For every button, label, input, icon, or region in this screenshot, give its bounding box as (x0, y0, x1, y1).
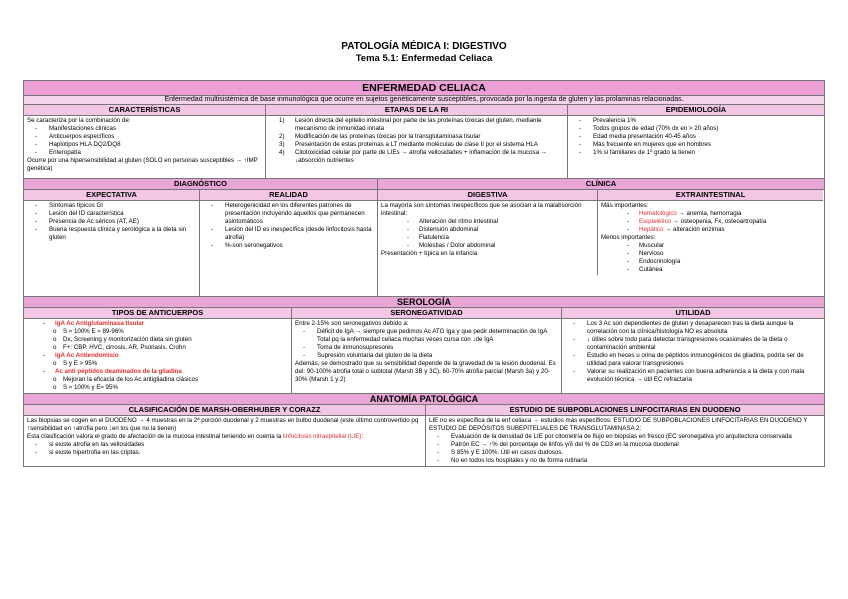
row-serologia (24, 308, 824, 394)
list-item: - Haplotipos HLA DQ2/DQ8 (27, 141, 262, 149)
list-item: - si existe hipertrofia en las criptas. (27, 449, 422, 457)
list-item: - Edad media presentación 40-45 años (571, 133, 821, 141)
row-diagnostico-clinica (24, 179, 824, 297)
serologia-header: SEROLOGÍA (24, 297, 824, 308)
list-item: - Prevalencia 1% (571, 117, 821, 125)
tipos-header: TIPOS DE ANTICUERPOS (24, 308, 291, 319)
utilidad-header: UTILIDAD (562, 308, 824, 319)
list-item: - Más frecuente en mujeres que en hombres (571, 141, 821, 149)
list-item: - Supresión voluntaria del gluten de la dieta (295, 352, 558, 360)
anatomia-header: ANATOMÍA PATOLÓGICA (24, 394, 824, 405)
list-item: - Patrón EC → ↑% del porcentaje de linfos γ/δ del % de CD3 en la mucosa duodenal (429, 441, 821, 449)
subpob-header: ESTUDIO DE SUBPOBLACIONES LINFOCITARIAS EN DUODENO (426, 405, 824, 416)
list-item: o S ≈ 100% y E≈ 95% (27, 384, 288, 392)
marsh-header: CLASIFICACIÓN DE MARSH-OBERHUBER Y CORAZZ (24, 405, 425, 416)
serologia-seronegatividad (292, 308, 562, 393)
diagnostico-header: DIAGNÓSTICO (24, 179, 377, 190)
serologia-tipos (24, 308, 292, 393)
list-item: o S y E > 95% (27, 360, 288, 368)
caracteristicas-outro: Ocurre por una hipersensibilidad al gluten (SOLO en personas susceptibles → ↑IMP genética) (27, 157, 258, 172)
list-item: o F+: CBP, HVC, cirrosis, AR, Psoriasis, Crohn (27, 344, 288, 352)
section-etapas (266, 105, 568, 178)
list-item: 4) Citotoxicidad celular por parte de LIEs → atrofia vellosidades + inflamación de la mucosa → ↓absorción nutrientes (279, 149, 547, 164)
section-diagnostico (24, 179, 378, 296)
caracteristicas-intro: Se caracteriza por la combinación de: (27, 117, 131, 124)
list-item: ▪ IgA Ac Antiglutaminasa tisular (27, 320, 288, 328)
list-item: - Síntomas típicos GI (27, 202, 196, 210)
list-item: - Muscular (601, 242, 820, 250)
expectativa-header: EXPECTATIVA (24, 190, 199, 201)
section-clinica (378, 179, 824, 296)
diagnostico-expectativa (24, 190, 200, 296)
extraintestinal-header: EXTRAINTESTINAL (598, 190, 823, 201)
section-caracteristicas (24, 105, 266, 178)
list-item: - Lesión del ID característica (27, 210, 196, 218)
less-list (601, 242, 820, 274)
list-item: o Mejoran la eficacia de los Ac antigliadina clásicos (27, 376, 288, 384)
list-item: - Valorar su realización en pacientes con buena adherencia a la dieta y con mala evolución técnica → útil EC refractaria (565, 368, 821, 384)
list-item: - ↓ útiles sobre todo para detectar transgresiones ocasionales de la dieta o contaminación ambiental (565, 336, 821, 352)
anatomia-marsh (24, 405, 426, 466)
digestiva-list (381, 218, 594, 250)
anatomia-subpoblaciones (426, 405, 824, 466)
list-item: - Los 3 Ac son dependientes de gluten y desaparecen tras la dieta aunque la correlación con la clínica/histología NO es absoluta (565, 320, 821, 336)
list-item: - Nervioso (601, 250, 820, 258)
subpob-intro: LIE no es específica de la enf celiaca → estudios más específicos: ESTUDIO DE SUBPOBLACIONES LINFOCITARIAS EN DUODENO Y ESTUDIO DE DEPÓSITOS SUBEPITELIALES DE TRANSGLUTAMINASA 2: (429, 417, 808, 432)
list-item: - Molestias / Dolor abdominal (381, 242, 594, 250)
list-item: 1) Lesión directa del epitelio intestinal por parte de las proteínas tóxicas del gluten, mediante mecanismo de inmunidad innata (279, 117, 542, 132)
list-item: - Esquelético → osteopenia, Fx, osteoartropatía (601, 218, 820, 226)
list-item: - Presencia de Ac séricos (AT, AE) (27, 218, 196, 226)
diagnostico-realidad (200, 190, 377, 296)
main-definition: Enfermedad multisistémica de base inmunológica que ocurre en sujetos genéticamente susceptibles, provocada por la ingesta de gluten y las prolaminas relacionadas. (24, 96, 824, 105)
list-item: - 1% si familiares de 1º grado la tienen (571, 149, 821, 157)
list-item: o Dx, Screening y monitorización dieta sin gluten (27, 336, 288, 344)
important-list (601, 210, 820, 234)
etapas-header: ETAPAS DE LA RI (266, 105, 567, 116)
list-item: - Lesión del ID es inespecífica (desde linfocitosis hasta atrofia) (203, 226, 374, 242)
list-item: 2) Modificación de las proteínas tóxicas por la transglutaminasa tisular (279, 133, 481, 140)
epidemiologia-header: EPIDEMIOLOGÍA (568, 105, 824, 116)
list-item: - Buena respuesta clínica y serológica a la dieta sin gluten (27, 226, 196, 242)
etapas-list (269, 117, 564, 165)
list-item: - Hepático → alteración enzimas (601, 226, 820, 234)
section-epidemiologia (568, 105, 824, 178)
seroneg-intro: Entre 2-15% son seronegativos debido a: (295, 320, 409, 327)
list-item: - Alteración del ritmo intestinal (381, 218, 594, 226)
row-overview (24, 105, 824, 179)
list-item: - S 85% y E 100%. Útil en casos dudosos. (429, 449, 821, 457)
list-item: - Anticuerpos específicos (27, 133, 262, 141)
seroneg-outro: Además, se demostrado que su sensibilidad depende de la gravedad de la lesión duodenal. Es del: 90-100% atrofia total o subtotal (Marsh 3B y 3C), 60-70% atrofia parcial (Marsh 3a) y 20-30% (Marsh 1 y 2) (295, 360, 556, 383)
clinica-header: CLÍNICA (378, 179, 824, 190)
clinica-digestiva (378, 190, 598, 275)
important-label: Más importantes: (601, 202, 649, 209)
list-item: - No en todos los hospitales y no de forma rutinaria (429, 457, 821, 465)
main-title: ENFERMEDAD CELIACA (24, 81, 824, 96)
marsh-p1: Las biopsias se cogen en el DUODENO → 4 muestras en la 2ª porción duodenal y 2 muestras en bulbo duodenal (este último controvertido pq ↑sensibilidad en ↑atrofia pero ↓en los que no la tienen) (27, 417, 419, 432)
document-subtitle: Tema 5.1: Enfermedad Celiaca (355, 53, 493, 64)
list-item: ▪ Ac anti péptidos deaminados de la gliadina (27, 368, 288, 376)
summary-sheet (23, 80, 825, 467)
list-item: - Estudio en heces u orina de péptidos inmunogénicos de gliadina, podría ser de utilidad para valorar transgresiones (565, 352, 821, 368)
list-item: o S ≈ 100% E ≈ 89-96% (27, 328, 288, 336)
list-item: - Cutánea (601, 266, 820, 274)
list-item: - Endocrinología (601, 258, 820, 266)
digestiva-intro: La mayoría son síntomas inespecíficos que se asocian a la malabsorción intestinal: (381, 202, 582, 217)
clinica-extraintestinal (598, 190, 823, 275)
list-item: ▪ IgA Ac Antiendomisio (27, 352, 288, 360)
list-item: - Toma de inmunosupresores (295, 344, 558, 352)
less-label: Menos importantes: (601, 234, 656, 241)
list-item: - Manifestaciones clínicas (27, 125, 262, 133)
list-item: - Flatulencia (381, 234, 594, 242)
digestiva-outro: Presentación + típica en la infancia (381, 250, 478, 257)
serologia-utilidad (562, 308, 824, 393)
list-item: - Heterogenicidad en los diferentes patrones de presentación incluyendo aquellos que permanecen asintomáticos (203, 202, 374, 226)
realidad-list (203, 202, 374, 250)
caracteristicas-list (27, 125, 262, 157)
list-item: 3) Presentación de estas proteínas a LT mediante moléculas de clase II por el sistema HLA (279, 141, 538, 148)
list-item: - %-son seronegativos (203, 242, 374, 250)
epidemiologia-list (571, 117, 821, 157)
digestiva-header: DIGESTIVA (378, 190, 597, 201)
document-title: PATOLOGÍA MÉDICA I: DIGESTIVO (341, 41, 507, 52)
list-item: - Distensión abdominal (381, 226, 594, 234)
row-anatomia (24, 405, 824, 466)
list-item: - Déficit de IgA → siempre que pedimos Ac ATG Iga y que pedir determinación de IgA Total pq la enfermedad celiaca muchas veces cursa con ↓de IgA (295, 328, 558, 344)
list-item: - Evaluación de la densidad de LIE por citometría de flujo en biopsias en fresco (EC seronegativa y/o arquitectura conservada (429, 433, 821, 441)
seroneg-header: SERONEGATIVIDAD (292, 308, 561, 319)
caracteristicas-header: CARACTERÍSTICAS (24, 105, 265, 116)
list-item: - Hematológico → anemia, hemorragia (601, 210, 820, 218)
list-item: - Enteropatía (27, 149, 262, 157)
list-item: - Todos grupos de edad (70% dx en > 20 años) (571, 125, 821, 133)
realidad-header: REALIDAD (200, 190, 377, 201)
expectativa-list (27, 202, 196, 242)
marsh-p2: Esta clasificación valora el grado de afectación de la mucosa intestinal teniendo en cuenta la linfocitosis intraepitelial (LIE): (27, 433, 364, 440)
list-item: - si existe atrofia en las vellosidades (27, 441, 422, 449)
